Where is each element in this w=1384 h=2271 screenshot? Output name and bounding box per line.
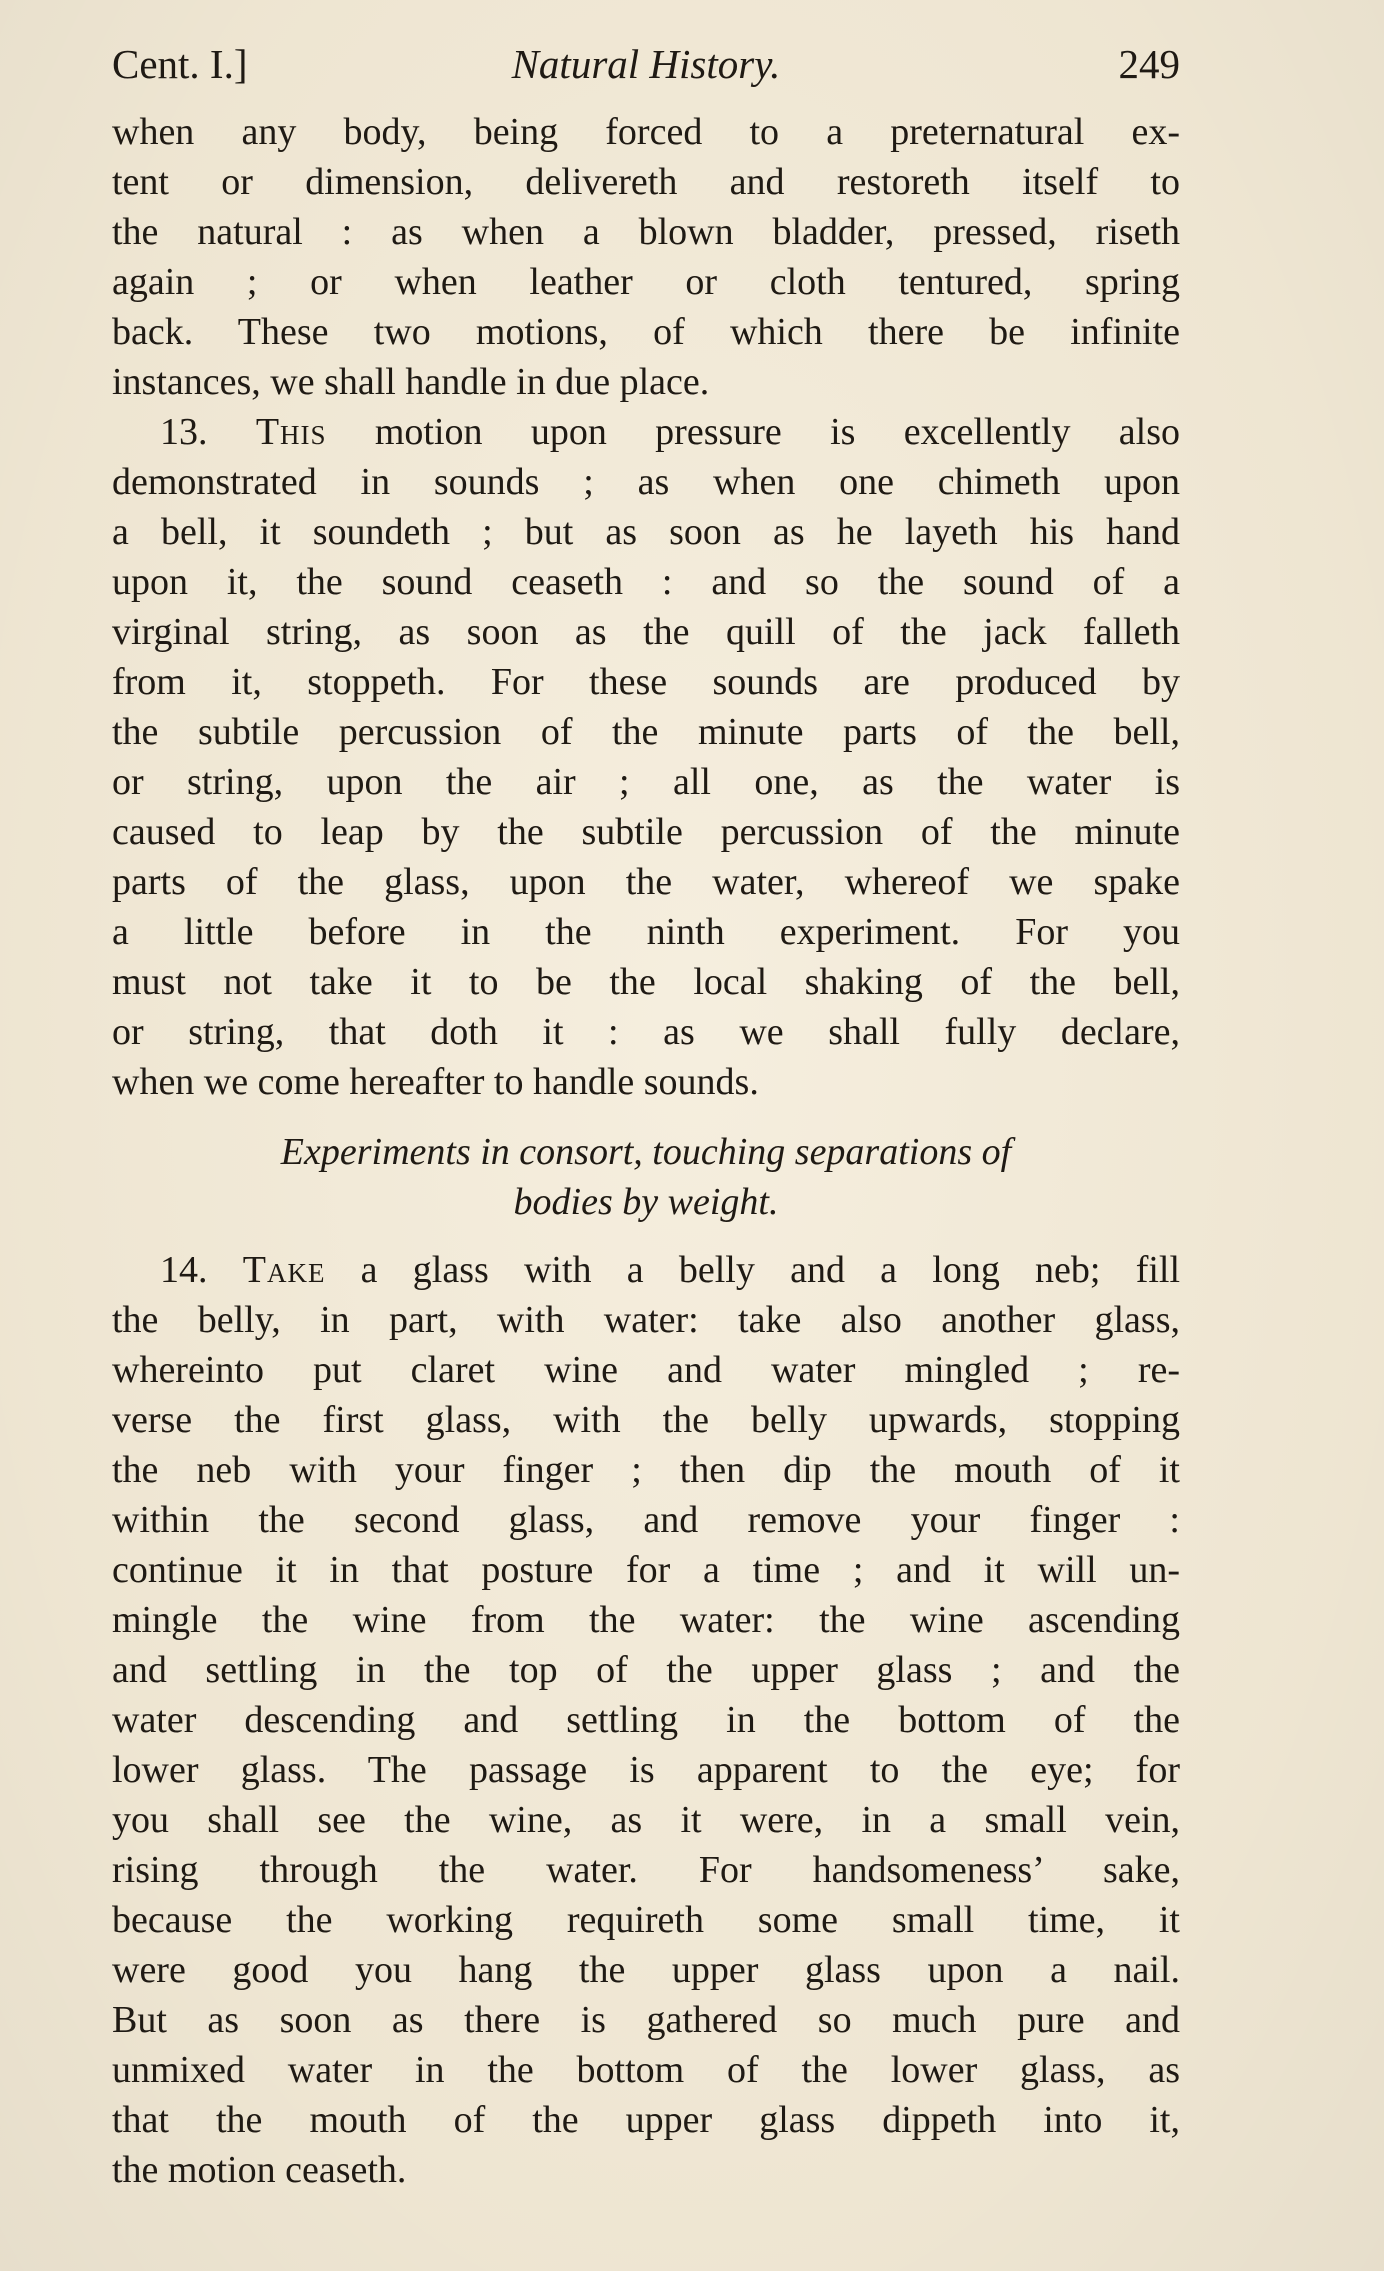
text-line: virginal string, as soon as the quill of the jack falleth [112, 611, 1180, 653]
paragraph-12-continued [112, 107, 1180, 407]
section-heading-line: bodies by weight. [513, 1181, 779, 1223]
text-line: the subtile percussion of the minute parts of the bell, [112, 711, 1180, 753]
text-line: again ; or when leather or cloth tentured, spring [112, 261, 1180, 303]
text-line: a little before in the ninth experiment. For you [112, 911, 1180, 953]
text-line: demonstrated in sounds ; as when one chimeth upon [112, 461, 1180, 503]
paragraph-number: 14. [160, 1249, 208, 1291]
paragraph-first-word: Take [242, 1249, 326, 1291]
section-heading [112, 1127, 1180, 1227]
text-line: were good you hang the upper glass upon a nail. [112, 1949, 1180, 1991]
paragraph-first-line [112, 407, 1180, 457]
text-line: a bell, it soundeth ; but as soon as he layeth his hand [112, 511, 1180, 553]
running-head [112, 34, 1180, 94]
text-line: because the working requireth some small time, it [112, 1899, 1180, 1941]
text-line: the natural : as when a blown bladder, pressed, riseth [112, 211, 1180, 253]
paragraph-first-line [112, 1245, 1180, 1295]
page-number: 249 [1118, 41, 1180, 87]
text-line: caused to leap by the subtile percussion of the minute [112, 811, 1180, 853]
text-line: verse the first glass, with the belly upwards, stopping [112, 1399, 1180, 1441]
text-line: from it, stoppeth. For these sounds are produced by [112, 661, 1180, 703]
text-line: that the mouth of the upper glass dippeth into it, [112, 2099, 1180, 2141]
text-line: the belly, in part, with water: take also another glass, [112, 1299, 1180, 1341]
text-line: you shall see the wine, as it were, in a small vein, [112, 1799, 1180, 1841]
text-line: lower glass. The passage is apparent to the eye; for [112, 1749, 1180, 1791]
text-line: rising through the water. For handsomeness’ sake, [112, 1849, 1180, 1891]
text-line: must not take it to be the local shaking of the bell, [112, 961, 1180, 1003]
text-line: whereinto put claret wine and water mingled ; re- [112, 1349, 1180, 1391]
text-line: unmixed water in the bottom of the lower glass, as [112, 2049, 1180, 2091]
text-line: and settling in the top of the upper glass ; and the [112, 1649, 1180, 1691]
text-line: within the second glass, and remove your finger : [112, 1499, 1180, 1541]
paragraph-first-line-text: a glass with a belly and a long neb; fill [360, 1249, 1181, 1291]
text-line: the motion ceaseth. [112, 2149, 407, 2191]
text-line: mingle the wine from the water: the wine ascending [112, 1599, 1180, 1641]
text-line: upon it, the sound ceaseth : and so the sound of a [112, 561, 1180, 603]
text-line: parts of the glass, upon the water, whereof we spake [112, 861, 1180, 903]
text-line: or string, that doth it : as we shall fully declare, [112, 1011, 1180, 1053]
section-heading-line: Experiments in consort, touching separations of [280, 1131, 1012, 1173]
text-line: water descending and settling in the bottom of the [112, 1699, 1180, 1741]
text-line: continue it in that posture for a time ; and it will un- [112, 1549, 1180, 1591]
text-line: But as soon as there is gathered so much pure and [112, 1999, 1180, 2041]
text-line: or string, upon the air ; all one, as the water is [112, 761, 1180, 803]
paragraph-13 [112, 407, 1180, 1107]
body-text [112, 107, 1180, 2195]
text-line: tent or dimension, delivereth and restoreth itself to [112, 161, 1180, 203]
text-line: the neb with your finger ; then dip the mouth of it [112, 1449, 1180, 1491]
text-line: when any body, being forced to a preternatural ex- [112, 111, 1180, 153]
paragraph-first-word: This [255, 411, 327, 453]
paragraph-first-line-text: motion upon pressure is excellently also [374, 411, 1181, 453]
paragraph-number: 13. [160, 411, 208, 453]
text-line: instances, we shall handle in due place. [112, 361, 710, 403]
paragraph-14 [112, 1245, 1180, 2195]
running-head-section: Cent. I.] [112, 41, 248, 87]
running-head-title: Natural History. [511, 41, 781, 87]
text-line: back. These two motions, of which there be infinite [112, 311, 1180, 353]
text-line: when we come hereafter to handle sounds. [112, 1061, 759, 1103]
